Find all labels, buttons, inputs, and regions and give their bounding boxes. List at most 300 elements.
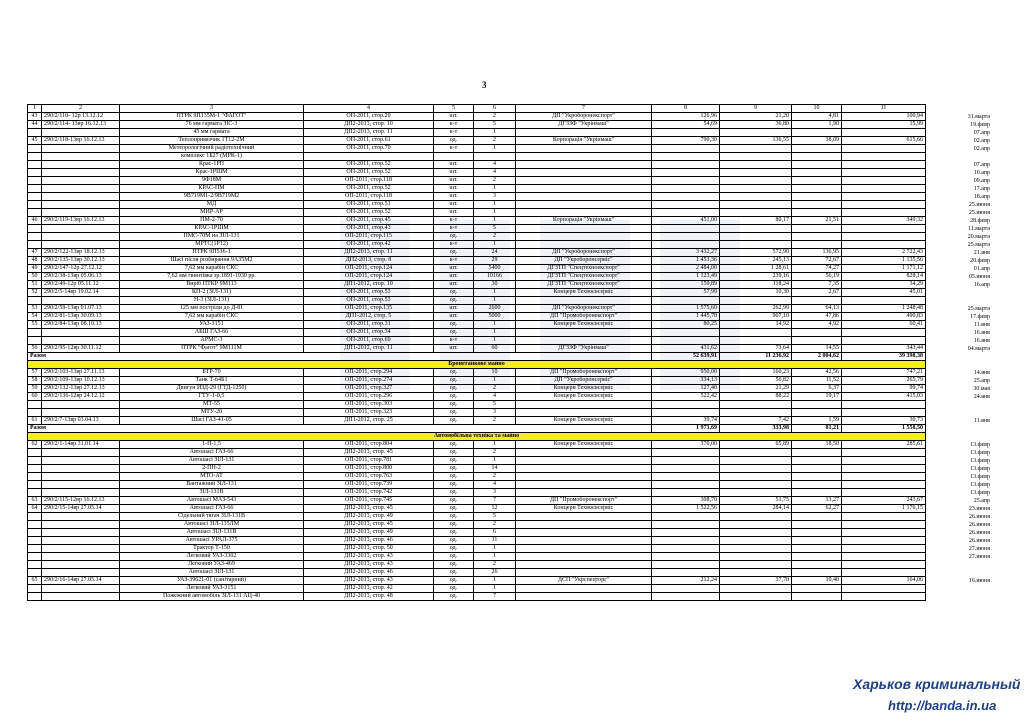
table-cell: Шасі ГАЗ-41-05 (120, 417, 304, 425)
table-cell: 10,40 (792, 577, 842, 585)
table-cell: 100,94 (842, 113, 926, 121)
table-cell (42, 545, 120, 553)
table-row (28, 249, 926, 257)
table-cell (42, 193, 120, 201)
table-cell (28, 409, 42, 417)
table-row (28, 313, 926, 321)
table-cell: Концерн Техвоєнсервіс (516, 393, 652, 401)
table-cell: 47,86 (792, 313, 842, 321)
table-cell: Теплопривязчик 1Т12-2М (120, 137, 304, 145)
table-cell (28, 521, 42, 529)
table-cell: од. (434, 441, 474, 449)
table-cell: 3 (474, 193, 516, 201)
table-cell (720, 481, 792, 489)
table-row (28, 145, 926, 153)
table-cell (516, 489, 652, 497)
table-cell (720, 489, 792, 497)
table-cell: 265,79 (842, 377, 926, 385)
table-row (28, 489, 926, 497)
table-cell: 62,27 (792, 505, 842, 513)
table-cell: ОП-2011, стор.69 (304, 337, 434, 345)
table-cell: 10,30 (720, 289, 792, 297)
table-row (28, 161, 926, 169)
header-cell: 9 (720, 105, 792, 113)
table-cell: 7,62 мм карабін СКС (120, 313, 304, 321)
table-cell (652, 169, 720, 177)
side-date-note: 25.июня (968, 209, 990, 216)
table-cell: од. (434, 233, 474, 241)
table-cell: ПМС-70М на ЗІЛ-131 (120, 233, 304, 241)
table-cell (720, 593, 792, 601)
table-cell: Корпорація "Укрінмаш" (516, 217, 652, 225)
side-date-note: 23.июня (968, 505, 990, 512)
side-date-note: 17.апр (973, 185, 990, 192)
table-cell (842, 241, 926, 249)
table-cell (42, 489, 120, 497)
side-date-note: 30.мая (973, 385, 990, 392)
table-cell: 5400 (474, 265, 516, 273)
table-cell (792, 513, 842, 521)
table-cell: 58 (28, 377, 42, 385)
table-cell (842, 201, 926, 209)
table-row (28, 129, 926, 137)
table-cell (42, 401, 120, 409)
table-cell: 2 (474, 233, 516, 241)
table-cell: ОП-2011, стор.739 (304, 481, 434, 489)
table-cell: 2 (474, 385, 516, 393)
table-cell: 1,90 (792, 121, 842, 129)
total-row (28, 425, 926, 433)
table-cell: 1 (474, 241, 516, 249)
table-cell (28, 545, 42, 553)
table-row (28, 113, 926, 121)
side-date-note: 01.апр (973, 265, 990, 272)
table-cell (842, 513, 926, 521)
table-cell: ДП1-2012, стор. 5 (304, 313, 434, 321)
table-cell: Сідельний тягач ЗІЛ-131В (120, 513, 304, 521)
table-cell (842, 409, 926, 417)
table-cell (516, 145, 652, 153)
table-cell (652, 489, 720, 497)
table-cell: ДП2-2013, стор. 45 (304, 449, 434, 457)
table-cell: 72,67 (792, 257, 842, 265)
table-cell (842, 337, 926, 345)
table-cell: 99,74 (842, 385, 926, 393)
table-cell: ОП-2011, стор.42 (304, 241, 434, 249)
table-cell: ПТРК 9П135М-1 "ФАГОТ" (120, 113, 304, 121)
table-cell: 950,00 (652, 369, 720, 377)
table-row (28, 281, 926, 289)
table-cell (792, 233, 842, 241)
table-cell (42, 529, 120, 537)
table-cell: 522,42 (652, 393, 720, 401)
table-cell: 790,30 (652, 137, 720, 145)
table-cell: шт. (434, 313, 474, 321)
table-cell: КРАС-ПМ (120, 185, 304, 193)
table-cell: 2 (474, 521, 516, 529)
table-cell (652, 297, 720, 305)
table-row (28, 177, 926, 185)
table-cell: 747,21 (842, 369, 926, 377)
table-row (28, 153, 926, 161)
table-cell: 284,14 (720, 505, 792, 513)
table-cell: 57 (28, 369, 42, 377)
table-cell: к-т (434, 145, 474, 153)
table-cell (720, 225, 792, 233)
table-row (28, 377, 926, 385)
table-cell: Легковий УАЗ-3151 (120, 585, 304, 593)
table-cell: 334,13 (652, 377, 720, 385)
table-row (28, 401, 926, 409)
table-cell: 12 (474, 505, 516, 513)
table-row (28, 241, 926, 249)
table-row (28, 537, 926, 545)
side-date-note: 05.июня (968, 273, 990, 280)
total-value: 11 236,92 (720, 353, 792, 361)
table-cell: 1 (474, 377, 516, 385)
table-cell: ОП-2011, стор.763 (304, 473, 434, 481)
table-cell (28, 297, 42, 305)
table-cell: 290/2/147-12р 27.12.12 (42, 265, 120, 273)
table-cell: 39,74 (652, 417, 720, 425)
table-cell (42, 225, 120, 233)
table-cell: 50 (28, 273, 42, 281)
table-cell: 64 (28, 505, 42, 513)
table-cell: МРТС(1Р12) (120, 241, 304, 249)
table-cell: Концерн Техвоєнсервіс (516, 417, 652, 425)
table-cell (792, 177, 842, 185)
table-row (28, 569, 926, 577)
table-cell: од. (434, 329, 474, 337)
table-cell: ДП2-2013, стор. 11 (304, 249, 434, 257)
table-cell (474, 153, 516, 161)
table-cell (792, 193, 842, 201)
table-row (28, 289, 926, 297)
table-cell (720, 145, 792, 153)
table-cell: ОП-2011, стор.323 (304, 409, 434, 417)
table-cell: ДП2-2013, стор. 8 (304, 257, 434, 265)
table-cell: 61 (28, 417, 42, 425)
table-cell: 9В719М1-2/9В719М2 (120, 193, 304, 201)
table-cell: 2 (474, 137, 516, 145)
side-date-note: 07.апр (973, 161, 990, 168)
table-cell: 5 (474, 401, 516, 409)
table-cell: ОП-2011, стор.742 (304, 489, 434, 497)
table-cell: Крас-1РП (120, 161, 304, 169)
table-cell (42, 297, 120, 305)
table-cell: 7,62 мм гвинтівка зр.1891-1930 рр. (120, 273, 304, 281)
table-cell (720, 329, 792, 337)
table-cell: ДП "Промоборонекспорт" (516, 369, 652, 377)
table-cell: 1 (474, 201, 516, 209)
table-cell: 5000 (474, 313, 516, 321)
table-cell: 18,50 (792, 441, 842, 449)
table-cell: 45,01 (842, 289, 926, 297)
table-cell: МД (120, 201, 304, 209)
table-cell: 2 (474, 113, 516, 121)
table-cell: ГТУ-1-0,5 (120, 393, 304, 401)
table-cell: 1 575,60 (652, 305, 720, 313)
table-cell: 290/2/109-13вр 10.12.13 (42, 377, 120, 385)
table-cell: ОП-2011, стор.31 (304, 321, 434, 329)
table-cell (652, 553, 720, 561)
table-cell (516, 233, 652, 241)
table-cell (652, 145, 720, 153)
table-row (28, 577, 926, 585)
table-cell: ДП2-2013, стор. 46 (304, 537, 434, 545)
table-row (28, 169, 926, 177)
table-cell (28, 185, 42, 193)
table-cell: 5 (474, 513, 516, 521)
table-cell: 43 (28, 113, 42, 121)
table-cell: Вантажний ЗІЛ-131 (120, 481, 304, 489)
table-cell: од. (434, 545, 474, 553)
table-cell (792, 465, 842, 473)
table-cell (842, 489, 926, 497)
table-cell: од. (434, 593, 474, 601)
table-cell: Автошасі ЗІЛ-135ЛМ (120, 521, 304, 529)
table-cell: 65 (28, 577, 42, 585)
table-row (28, 233, 926, 241)
table-cell: 1 (474, 337, 516, 345)
watermark-title: Харьков криминальный (853, 676, 1021, 692)
table-cell (652, 209, 720, 217)
table-cell: 1 (474, 585, 516, 593)
table-cell: 290/2/38-13вр 05.06.13 (42, 273, 120, 281)
table-cell: Легковий УАЗ-3302 (120, 553, 304, 561)
table-cell: шт. (434, 113, 474, 121)
table-cell: к-т (434, 121, 474, 129)
table-cell (516, 161, 652, 169)
side-date-note: 10.апр (973, 169, 990, 176)
table-cell (792, 201, 842, 209)
table-cell (42, 177, 120, 185)
table-cell (516, 561, 652, 569)
table-cell (42, 593, 120, 601)
table-cell: 290/2/119-13вр 16.12.13 (42, 217, 120, 225)
table-cell (42, 449, 120, 457)
table-row (28, 217, 926, 225)
table-cell: Танк Т-64Б1 (120, 377, 304, 385)
table-cell: Автошасі ЗІЛ-131 (120, 457, 304, 465)
table-cell: 7 (474, 497, 516, 505)
table-cell (28, 233, 42, 241)
table-cell (652, 177, 720, 185)
table-cell: 10 (474, 369, 516, 377)
total-value: 52 639,91 (652, 353, 720, 361)
table-cell (652, 521, 720, 529)
table-cell: ДП "Промоборонекспорт" (516, 497, 652, 505)
table-cell (516, 457, 652, 465)
table-row (28, 529, 926, 537)
table-cell: ДГЗЗФ "Укрінмаш" (516, 121, 652, 129)
table-cell (42, 169, 120, 177)
side-date-note: 26.июня (968, 513, 990, 520)
table-cell (42, 233, 120, 241)
table-cell (652, 241, 720, 249)
table-cell: 14 (474, 465, 516, 473)
table-cell (42, 481, 120, 489)
table-cell (720, 561, 792, 569)
table-cell: шт. (434, 161, 474, 169)
table-row (28, 257, 926, 265)
side-date-note: 13.февр (970, 465, 990, 472)
table-cell: ОП-2011, стор.115 (304, 233, 434, 241)
table-cell (842, 521, 926, 529)
side-date-note: 20.марта (967, 233, 990, 240)
side-date-note: 13.февр (970, 441, 990, 448)
table-cell: 451,00 (652, 217, 720, 225)
table-cell: Автошасі УРАЛ-375 (120, 537, 304, 545)
table-cell: ДП2-2013, стор. 48 (304, 593, 434, 601)
table-cell (792, 593, 842, 601)
side-date-note: 25.июня (968, 201, 990, 208)
table-cell: 290/2/59-13вр 01.07.13 (42, 305, 120, 313)
table-cell: Концерн Техвоєнсервіс (516, 289, 652, 297)
table-cell (516, 473, 652, 481)
table-cell: 1 (474, 545, 516, 553)
side-date-note: 16.янв (973, 329, 990, 336)
table-cell: Корпорація "Укрінмаш" (516, 137, 652, 145)
table-cell: ДП "Промоборонекспорт" (516, 313, 652, 321)
table-cell: 45 (28, 137, 42, 145)
table-cell: 65,89 (720, 441, 792, 449)
table-cell: КП-2 (ЗІЛ-131) (120, 289, 304, 297)
side-date-note: 13.февр (970, 457, 990, 464)
section-title: Бронетанкове майно (28, 361, 926, 369)
table-cell: 125 мм постріли до Д-81 (120, 305, 304, 313)
table-cell: 76 мм гармата ЗІС-3 (120, 121, 304, 129)
table-cell (792, 161, 842, 169)
header-cell: 11 (842, 105, 926, 113)
table-row (28, 185, 926, 193)
table-cell: 136,55 (720, 137, 792, 145)
table-cell (652, 161, 720, 169)
table-cell (516, 177, 652, 185)
table-row (28, 137, 926, 145)
table-cell: ДП2-2013, стор. 49 (304, 513, 434, 521)
table-cell: 56,82 (720, 377, 792, 385)
table-cell (516, 465, 652, 473)
table-cell: 245,13 (720, 257, 792, 265)
table-cell (842, 145, 926, 153)
table-cell: 285,61 (842, 441, 926, 449)
page-number: 3 (482, 80, 487, 90)
table-cell (28, 193, 42, 201)
table-cell (28, 569, 42, 577)
side-date-note: 17.февр (970, 313, 990, 320)
table-cell: од. (434, 321, 474, 329)
watermark-url[interactable]: http://banda.in.ua (888, 698, 997, 713)
side-date-note: 13.февр (970, 449, 990, 456)
side-date-note: 25.марта (967, 305, 990, 312)
table-cell: ДП2-2013, стор. 50 (304, 545, 434, 553)
table-row (28, 481, 926, 489)
table-cell: 73,64 (720, 345, 792, 353)
total-value: 39 398,38 (842, 353, 926, 361)
table-cell (720, 409, 792, 417)
side-date-note: 13.февр (970, 473, 990, 480)
table-cell: ПМ-2-70 (120, 217, 304, 225)
table-cell (720, 337, 792, 345)
table-cell: МТУ-20 (120, 409, 304, 417)
table-cell (652, 329, 720, 337)
table-cell (652, 225, 720, 233)
table-row (28, 449, 926, 457)
table-cell (792, 329, 842, 337)
table-cell: 54,69 (652, 121, 720, 129)
table-cell (720, 129, 792, 137)
table-cell (652, 193, 720, 201)
table-cell: 3 432,27 (652, 249, 720, 257)
table-cell (516, 529, 652, 537)
table-cell (42, 209, 120, 217)
table-cell: 13,27 (792, 497, 842, 505)
table-cell: ОП-2011, стор.53 (304, 297, 434, 305)
table-cell (720, 449, 792, 457)
table-cell (652, 401, 720, 409)
table-row (28, 553, 926, 561)
table-cell: 4,81 (792, 113, 842, 121)
table-cell (42, 185, 120, 193)
table-cell: 370,00 (652, 441, 720, 449)
side-date-note: 27.июня (968, 553, 990, 560)
table-cell: 1 522,56 (652, 505, 720, 513)
table-cell (720, 233, 792, 241)
table-cell (842, 553, 926, 561)
side-date-note: 09.апр (973, 177, 990, 184)
side-date-note: 26.июня (968, 537, 990, 544)
table-cell (28, 537, 42, 545)
table-cell: од. (434, 297, 474, 305)
table-cell (792, 145, 842, 153)
side-date-note: 25.апр (973, 497, 990, 504)
side-date-note: 13.февр (970, 481, 990, 488)
table-cell (42, 409, 120, 417)
table-cell (842, 153, 926, 161)
table-cell: 2 (474, 473, 516, 481)
header-cell: 5 (434, 105, 474, 113)
table-cell: 51 (28, 281, 42, 289)
table-cell: Концерн Техвоєнсервіс (516, 441, 652, 449)
table-cell: од. (434, 457, 474, 465)
table-cell (842, 449, 926, 457)
table-cell (652, 513, 720, 521)
table-row (28, 345, 926, 353)
table-cell: 57,99 (652, 289, 720, 297)
table-cell (516, 401, 652, 409)
table-cell (516, 129, 652, 137)
table-cell (720, 465, 792, 473)
table-cell: 349,32 (842, 217, 926, 225)
table-cell (42, 569, 120, 577)
table-cell: 290/2/84-13вр 08.10.13 (42, 321, 120, 329)
section-header-row (28, 433, 926, 441)
table-cell (842, 225, 926, 233)
table-cell (792, 553, 842, 561)
table-cell: 1 453,36 (652, 257, 720, 265)
table-cell: ДГЗТП "Спецтехноекспорт" (516, 281, 652, 289)
table-cell (652, 233, 720, 241)
table-cell: ДП "Укроборонекспорт" (516, 249, 652, 257)
table-cell (720, 161, 792, 169)
table-cell: 47 (28, 249, 42, 257)
table-cell: 262,99 (720, 305, 792, 313)
table-cell: од. (434, 537, 474, 545)
table-cell (720, 193, 792, 201)
table-cell (28, 145, 42, 153)
side-date-note: 27.июня (968, 545, 990, 552)
